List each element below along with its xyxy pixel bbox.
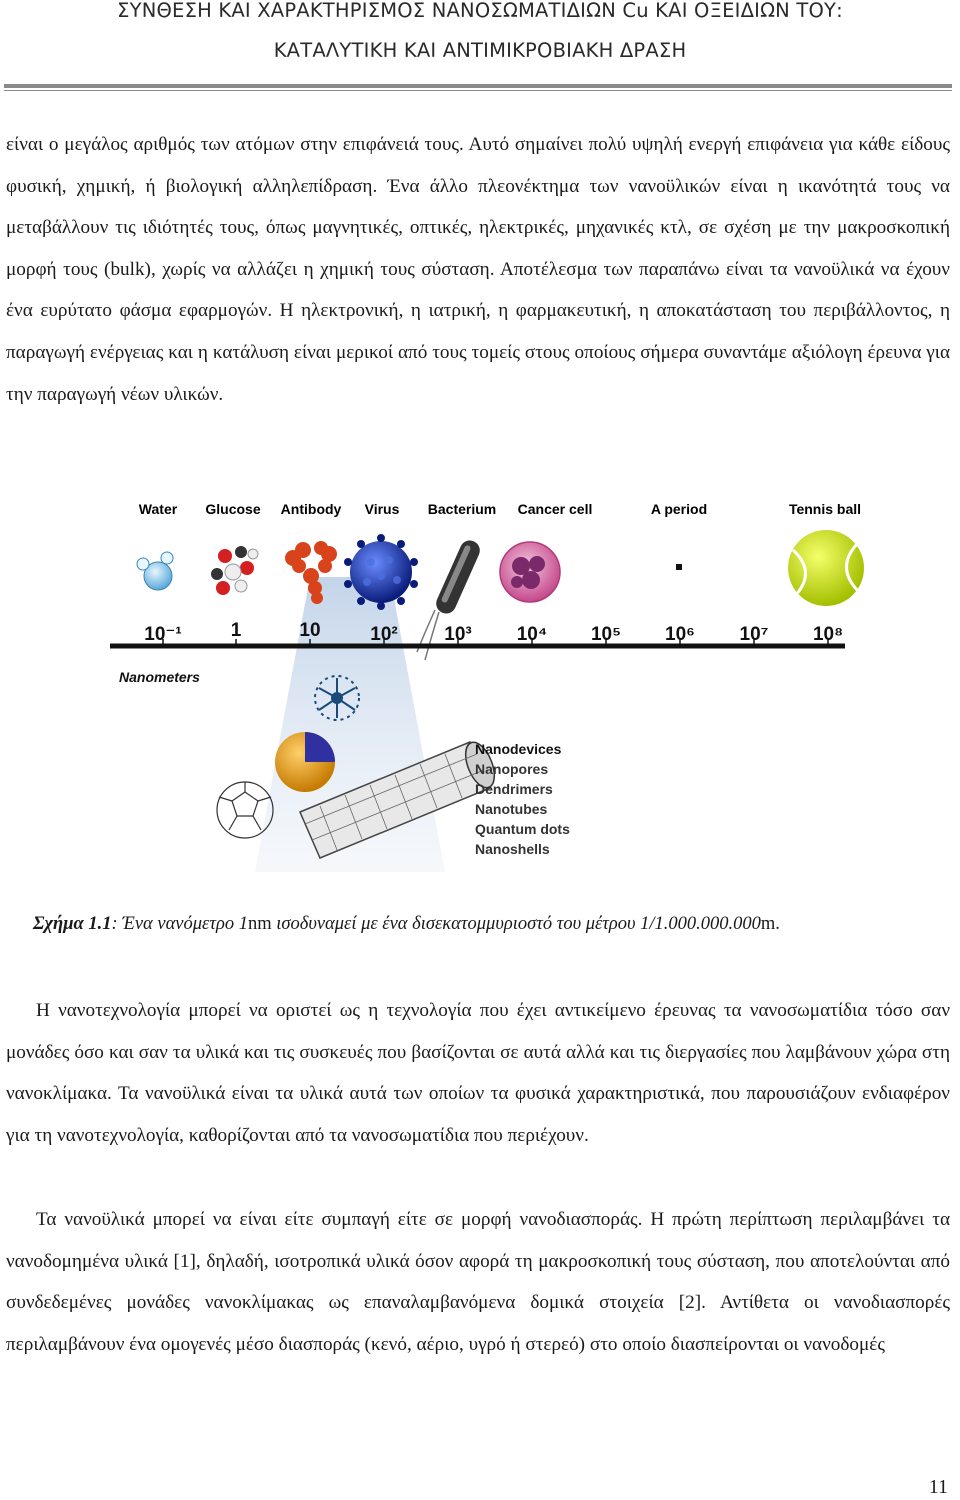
scale-label-0: 10⁻¹ xyxy=(144,624,182,645)
caption-text-b: ισοδυναμεί με ένα δισεκατομμυριοστό του μέτρου 1/1.000.000.000 xyxy=(271,914,761,934)
label-bacterium: Bacterium xyxy=(427,501,497,517)
nanodevice-item: Nanotubes xyxy=(475,801,548,817)
water-molecule-icon xyxy=(137,552,173,590)
quantum-dot-icon xyxy=(275,732,335,792)
header-rule-thick xyxy=(4,84,952,88)
scale-label-9: 10⁸ xyxy=(812,624,844,645)
label-glucose: Glucose xyxy=(205,501,261,517)
figure-caption xyxy=(33,914,780,935)
nanodevice-item: Quantum dots xyxy=(475,821,570,837)
tennis-ball-icon xyxy=(788,530,864,606)
scale-label-7: 10⁶ xyxy=(665,624,695,645)
unit-label: Nanometers xyxy=(119,669,200,685)
scale-label-6: 10⁵ xyxy=(590,624,622,645)
label-water: Water xyxy=(138,501,178,517)
cancer-cell-icon xyxy=(500,542,560,602)
paragraph-1: είναι ο μεγάλος αριθμός των ατόμων στην επιφάνειά τους. Αυτό σημαίνει πολύ υψηλή ενεργή επιφάνεια για κάθε είδους φυσική, χημική, ή βιολογική αλληλεπίδραση. Ένα άλλο πλεονέκτημα των νανοϋλικών είναι η ικανότητά τους να μεταβάλλουν τις ιδιότητές τους, όπως μαγνητικές, οπτικές, ηλεκτρικές, μηχανικές κτλ, σε σχέση με την μακροσκοπική μορφή τους (bulk), χωρίς να αλλάζει η χημική τους σύσταση. Αποτέλεσμα των παραπάνω είναι τα νανοϋλικά να έχουν ένα ευρύτατο φάσμα εφαρμογών. Η ηλεκτρονική, η ιατρική, η φαρμακευτική, η αποκατάσταση του περιβάλλοντος, η παραγωγή ενέργειας και η κατάλυση είναι μερικοί από τους τομείς στους οποίους σήμερα συναντάμε αξιόλογη έρευνα για την παραγωγή νέων υλικών. xyxy=(6,134,950,405)
header-line-1: ΣΥΝΘΕΣΗ ΚΑΙ ΧΑΡΑΚΤΗΡΙΣΜΟΣ ΝΑΝΟΣΩΜΑΤΙΔΙΩΝ Cu ΚΑΙ ΟΞΕΙΔΙΩΝ ΤΟΥ: xyxy=(117,0,843,22)
label-tennis-ball: Tennis ball xyxy=(788,501,862,517)
nanoscale-figure xyxy=(105,492,865,882)
nanodevice-item: Dendrimers xyxy=(475,781,553,797)
period-dot-icon xyxy=(676,564,682,570)
nanodevices-title: Nanodevices xyxy=(475,741,562,757)
glucose-molecule-icon xyxy=(211,546,258,595)
caption-label: Σχήμα 1.1 xyxy=(33,914,112,934)
label-virus: Virus xyxy=(364,501,400,517)
buckyball-icon xyxy=(217,782,273,838)
label-antibody: Antibody xyxy=(280,501,342,517)
header-line-2: ΚΑΤΑΛΥΤΙΚΗ ΚΑΙ ΑΝΤΙΜΙΚΡΟΒΙΑΚΗ ΔΡΑΣΗ xyxy=(273,39,687,62)
scale-label-4: 10³ xyxy=(444,624,472,645)
label-a-period: A period xyxy=(650,501,708,517)
caption-unit-m: m. xyxy=(760,914,780,934)
header-rule-thin xyxy=(4,90,952,91)
scale-label-3: 10² xyxy=(370,624,398,645)
scale-label-1: 1 xyxy=(230,620,242,641)
scale-label-8: 10⁷ xyxy=(739,624,769,645)
scale-label-2: 10 xyxy=(299,620,321,641)
scale-label-5: 10⁴ xyxy=(516,624,548,645)
page-number: 11 xyxy=(928,1476,948,1498)
label-cancer-cell: Cancer cell xyxy=(517,501,593,517)
nanodevice-item: Nanopores xyxy=(475,761,549,777)
caption-text-a: : Ένα νανόμετρο 1 xyxy=(111,914,248,934)
paragraph-3: Τα νανοϋλικά μπορεί να είναι είτε συμπαγή είτε σε μορφή νανοδιασποράς. Η πρώτη περίπτωση περιλαμβάνει τα νανοδομημένα υλικά [1], δηλαδή, ισοτροπικά υλικά όσον αφορά τη μακροσκοπική τους σύσταση, που αποτελούνται από συνδεδεμένες μονάδες νανοκλίμακας ως επαναλαμβανόμενα δομικά στοιχεία [2]. Αντίθετα οι νανοδιασπορές περιλαμβάνουν ένα ομογενές μέσο διασποράς (κενό, αέριο, υγρό ή στερεό) στο οποίο διασπείρονται οι νανοδομές xyxy=(6,1209,950,1355)
nanodevice-item: Nanoshells xyxy=(475,841,550,857)
caption-unit-nm: nm xyxy=(247,914,272,934)
paragraph-2: Η νανοτεχνολογία μπορεί να οριστεί ως η τεχνολογία που έχει αντικείμενο έρευνας τα νανοσωματίδια τόσο σαν μονάδες όσο και σαν τα υλικά και τις συσκευές που βασίζονται σε αυτά αλλά και τις διεργασίες που λαμβάνουν χώρα στη νανοκλίμακα. Τα νανοϋλικά είναι τα υλικά αυτά των οποίων τα φυσικά χαρακτηριστικά, που παρουσιάζουν ενδιαφέρον για τη νανοτεχνολογία, καθορίζονται από τα νανοσωματίδια που περιέχουν. xyxy=(6,1000,950,1146)
